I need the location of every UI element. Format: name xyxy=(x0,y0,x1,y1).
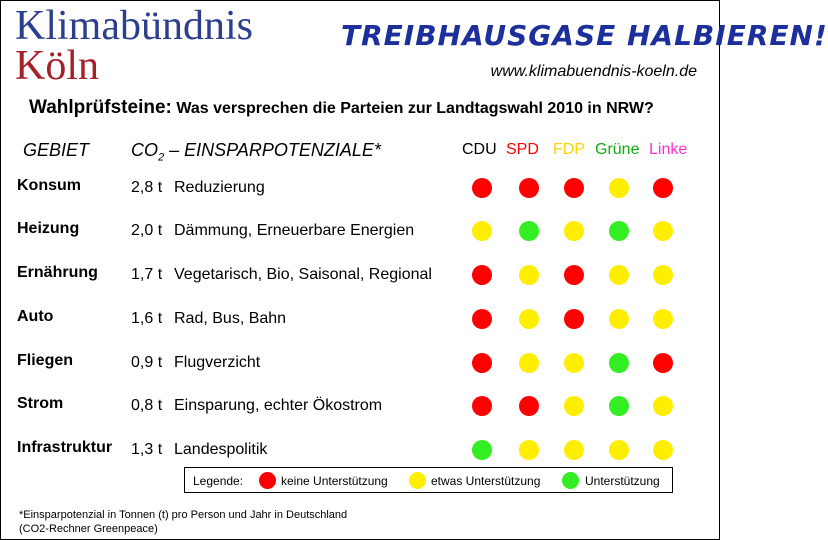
rating-dot xyxy=(519,265,539,285)
rating-dot xyxy=(472,221,492,241)
rating-dot xyxy=(653,440,673,460)
row-measure: Rad, Bus, Bahn xyxy=(174,310,287,327)
rating-dot xyxy=(472,353,492,373)
rating-dot xyxy=(653,309,673,329)
rating-dot xyxy=(564,440,584,460)
rating-dot xyxy=(653,396,673,416)
party-label-4: Linke xyxy=(649,141,688,158)
row-measure: Einsparung, echter Ökostrom xyxy=(174,397,383,414)
slogan: TREIBHAUSGASE HALBIEREN! xyxy=(341,19,828,52)
rating-dot xyxy=(653,221,673,241)
legend-title: Legende: xyxy=(193,474,244,488)
rating-dot xyxy=(609,396,629,416)
legend-dot-green xyxy=(562,472,579,489)
row-area: Ernährung xyxy=(17,264,98,281)
rating-dot xyxy=(472,178,492,198)
rating-dot xyxy=(564,396,584,416)
logo-line-1: Klimabündnis xyxy=(15,3,253,49)
party-label-1: SPD xyxy=(506,141,539,158)
row-area: Konsum xyxy=(17,177,81,194)
rating-dot xyxy=(519,440,539,460)
rating-dot xyxy=(564,309,584,329)
row-amount: 2,8 t xyxy=(131,179,163,196)
column-header-co2 xyxy=(131,140,381,164)
rating-dot xyxy=(609,221,629,241)
headline xyxy=(29,97,654,119)
rating-dot xyxy=(519,221,539,241)
legend xyxy=(184,467,673,493)
column-header-area: GEBIET xyxy=(23,140,90,160)
row-measure: Landespolitik xyxy=(174,441,268,458)
party-label-0: CDU xyxy=(462,141,497,158)
rating-dot xyxy=(564,265,584,285)
rating-dot xyxy=(653,353,673,373)
row-area: Fliegen xyxy=(17,352,74,369)
legend-label-none: keine Unterstützung xyxy=(281,474,388,488)
headline-keyword: Wahlprüfsteine: xyxy=(29,97,172,118)
rating-dot xyxy=(609,265,629,285)
co2-prefix: CO xyxy=(131,140,158,160)
footnote-line-2: (CO2-Rechner Greenpeace) xyxy=(19,523,158,535)
legend-label-some: etwas Unterstützung xyxy=(431,474,541,488)
rating-dot xyxy=(609,440,629,460)
party-label-3: Grüne xyxy=(595,141,640,158)
row-measure: Dämmung, Erneuerbare Energien xyxy=(174,222,415,239)
legend-dot-yellow xyxy=(409,472,426,489)
rating-dot xyxy=(472,309,492,329)
co2-rest: – EINSPARPOTENZIALE* xyxy=(164,140,381,160)
rating-dot xyxy=(564,353,584,373)
row-area: Infrastruktur xyxy=(17,439,113,456)
headline-question: Was versprechen die Parteien zur Landtagswahl 2010 in NRW? xyxy=(176,100,654,117)
rating-dot xyxy=(564,178,584,198)
rating-dot xyxy=(519,353,539,373)
co2-subscript: 2 xyxy=(158,151,165,164)
rating-dot xyxy=(472,440,492,460)
rating-dot xyxy=(609,309,629,329)
row-area: Heizung xyxy=(17,220,80,237)
rating-dot xyxy=(519,178,539,198)
rating-dot xyxy=(472,396,492,416)
row-amount: 0,9 t xyxy=(131,354,163,371)
footnote-line-1: *Einsparpotenzial in Tonnen (t) pro Person und Jahr in Deutschland xyxy=(19,509,348,521)
website-url: www.klimabuendnis-koeln.de xyxy=(490,63,697,80)
row-amount: 1,3 t xyxy=(131,441,163,458)
party-label-2: FDP xyxy=(553,141,585,158)
row-measure: Vegetarisch, Bio, Saisonal, Regional xyxy=(174,266,432,283)
logo-line-2: Köln xyxy=(15,43,99,89)
row-amount: 2,0 t xyxy=(131,222,163,239)
row-area: Strom xyxy=(17,395,64,412)
rating-dot xyxy=(609,178,629,198)
rating-dot xyxy=(609,353,629,373)
row-measure: Reduzierung xyxy=(174,179,265,196)
legend-dot-red xyxy=(259,472,276,489)
legend-label-full: Unterstützung xyxy=(585,474,660,488)
row-measure: Flugverzicht xyxy=(174,354,261,371)
row-amount: 1,7 t xyxy=(131,266,163,283)
rating-dot xyxy=(519,309,539,329)
rating-dot xyxy=(653,265,673,285)
row-area: Auto xyxy=(17,308,54,325)
rating-dot xyxy=(519,396,539,416)
rating-dot xyxy=(472,265,492,285)
rating-dot xyxy=(564,221,584,241)
row-amount: 1,6 t xyxy=(131,310,163,327)
rating-dot xyxy=(653,178,673,198)
row-amount: 0,8 t xyxy=(131,397,163,414)
